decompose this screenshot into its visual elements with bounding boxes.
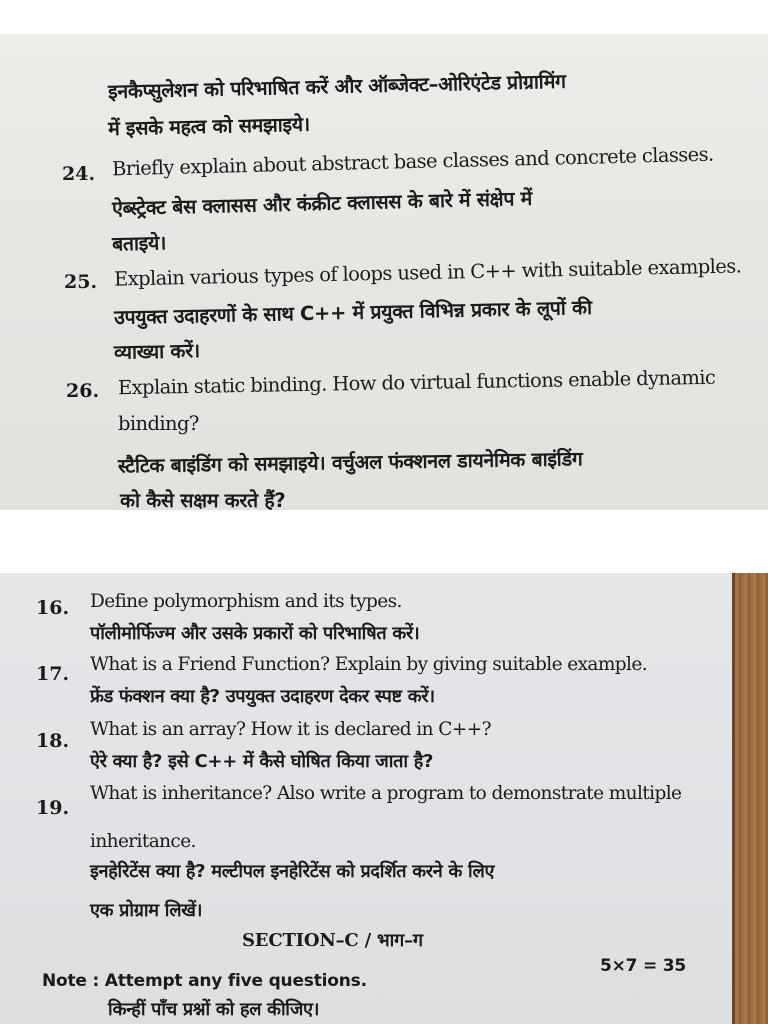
note-instruction: Note : Attempt any five questions. <box>42 971 367 991</box>
question-16-english: Define polymorphism and its types. <box>90 591 402 612</box>
question-17-hindi: फ्रेंड फंक्शन क्या है? उपयुक्त उदाहरण देकर स्पष्ट करें। <box>90 686 435 707</box>
question-24-hindi-line-2: बताइये। <box>111 231 167 256</box>
intro-line-2: में इसके महत्व को समझाइये। <box>107 112 311 141</box>
question-number-18: 18. <box>36 730 70 752</box>
question-25-hindi-line-1: उपयुक्त उदाहरणों के साथ C++ में प्रयुक्त विभिन्न प्रकार के लूपों की <box>113 295 593 330</box>
note-instruction-hindi: किन्हीं पाँच प्रश्नों को हल कीजिए। <box>108 999 320 1020</box>
question-number-19: 19. <box>36 797 70 819</box>
question-19-hindi-line-2: एक प्रोग्राम लिखें। <box>90 900 203 921</box>
question-26-hindi-line-1: स्टैटिक बाइंडिंग को समझाइये। वर्चुअल फंक्शनल डायनेमिक बाइंडिंग <box>117 447 583 478</box>
exam-page-photo-bottom <box>0 573 768 1024</box>
question-19-hindi-line-1: इनहेरिटेंस क्या है? मल्टीपल इनहेरिटेंस को प्रदर्शित करने के लिए <box>90 861 495 882</box>
question-number-26: 26. <box>66 380 100 402</box>
question-number-16: 16. <box>36 597 70 619</box>
question-16-hindi: पॉलीमोर्फिज्म और उसके प्रकारों को परिभाषित करें। <box>90 623 420 644</box>
question-26-english-line-2: binding? <box>118 412 199 435</box>
question-24-english: Briefly explain about abstract base classes and concrete classes. <box>111 142 714 181</box>
question-25-english: Explain various types of loops used in C++ with suitable examples. <box>113 254 742 291</box>
section-title: SECTION–C / भाग–ग <box>242 930 423 951</box>
question-24-hindi-line-1: ऐब्स्ट्रेक्ट बेस क्लासस और कंक्रीट क्लासस के बारे में संक्षेप में <box>111 186 533 221</box>
question-18-english: What is an array? How it is declared in C++? <box>90 719 491 740</box>
question-18-hindi: ऐरे क्या है? इसे C++ में कैसे घोषित किया जाता है? <box>90 751 434 772</box>
question-number-25: 25. <box>64 271 98 293</box>
intro-line-1: इनकैप्सुलेशन को परिभाषित करें और ऑब्जेक्ट–ओरिएंटेड प्रोग्रामिंग <box>107 69 566 104</box>
question-26-english-line-1: Explain static binding. How do virtual functions enable dynamic <box>117 365 716 400</box>
question-number-24: 24. <box>62 163 96 185</box>
question-17-english: What is a Friend Function? Explain by giving suitable example. <box>90 654 647 675</box>
wooden-table-edge <box>734 573 768 1024</box>
question-19-english-line-2: inheritance. <box>90 831 196 852</box>
marks-allocation: 5×7 = 35 <box>600 956 687 976</box>
exam-page-photo-top <box>0 34 768 510</box>
question-19-english-line-1: What is inheritance? Also write a program to demonstrate multiple <box>90 783 682 804</box>
question-26-hindi-line-2: को कैसे सक्षम करते हैं? <box>120 489 286 510</box>
question-number-17: 17. <box>36 663 70 685</box>
question-25-hindi-line-2: व्याख्या करें। <box>113 339 201 364</box>
